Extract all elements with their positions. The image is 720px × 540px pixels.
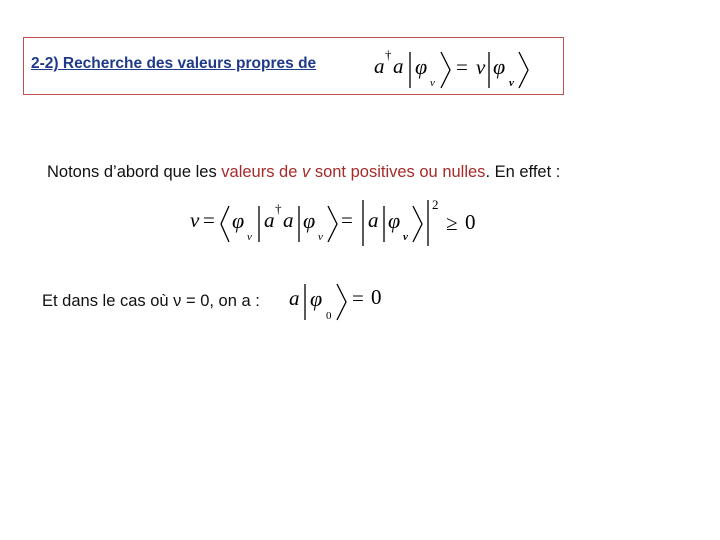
pos-sub-v-2: v (318, 231, 323, 243)
line1-italic-v: v (302, 163, 311, 181)
pos-equals-1: = (203, 208, 215, 232)
pos-sub-v-3: v (403, 231, 408, 243)
eq-dagger: † (385, 47, 392, 62)
pos-phi-1: φ (232, 208, 245, 233)
eq-sub-v: v (430, 77, 435, 89)
pos-sub-v-1: v (247, 231, 252, 243)
line1-highlight: valeurs de (221, 163, 302, 181)
pos-equals-2: = (341, 208, 353, 232)
eq-a-dagger-a: a (374, 54, 385, 78)
pos-a-2: a (283, 208, 294, 232)
eigen-equation (372, 44, 532, 92)
line1-highlight-2: sont positives ou nulles (310, 163, 486, 181)
eq-phi-2: φ (493, 54, 506, 79)
eq-equals: = (456, 55, 468, 79)
eq-a: a (393, 54, 404, 78)
eq-phi: φ (415, 54, 428, 79)
pos-phi-2: φ (303, 208, 316, 233)
line1-before: Notons d’abord que les (47, 163, 222, 181)
positivity-equation (186, 194, 486, 250)
pos-zero: 0 (465, 210, 476, 234)
pos-phi-3: φ (388, 208, 401, 233)
pos-geq: ≥ (446, 211, 458, 235)
pos-nu: v (190, 208, 200, 232)
gr-equals: = (352, 286, 364, 310)
pos-dagger: † (275, 201, 282, 216)
eq-nu: v (476, 55, 486, 79)
line1-after: . En effet : (485, 163, 561, 181)
gr-zero: 0 (371, 285, 382, 309)
section-title: 2-2) Recherche des valeurs propres de (31, 55, 317, 72)
pos-a-1: a (264, 208, 275, 232)
eq-sub-v-2: v (509, 77, 514, 89)
gr-a: a (289, 286, 300, 310)
gr-phi: φ (310, 286, 323, 311)
positivity-sentence (47, 163, 560, 182)
pos-power: 2 (432, 197, 439, 212)
ground-equation (286, 276, 396, 326)
gr-sub-0: 0 (326, 310, 332, 322)
pos-a-3: a (368, 208, 379, 232)
ground-state-sentence: Et dans le cas où ν = 0, on a : (42, 292, 260, 310)
